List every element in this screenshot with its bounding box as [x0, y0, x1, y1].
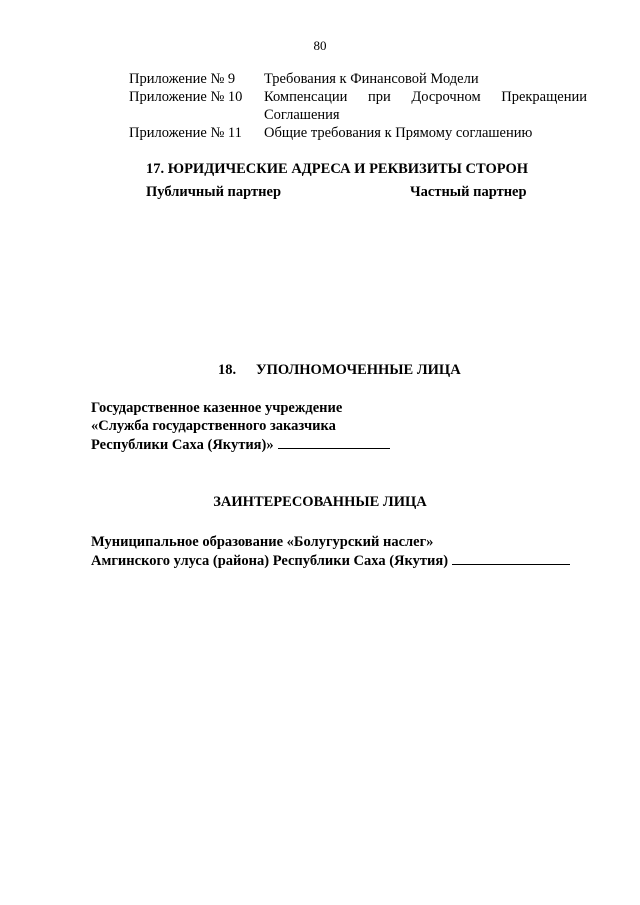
appendix-title: Компенсации при Досрочном Прекращении: [264, 89, 587, 105]
appendix-number: Приложение № 9: [129, 71, 236, 87]
signature-line: [452, 551, 570, 565]
appendix-item: [129, 70, 587, 88]
section-18-number: 18.: [218, 362, 237, 378]
authorized-person-line: «Служба государственного заказчика: [91, 418, 336, 434]
interested-party-line: Амгинского улуса (района) Республики Саха (Якутия): [91, 553, 449, 569]
interested-party-line: Муниципальное образование «Болугурский наслег»: [91, 534, 434, 550]
authorized-person-line: Государственное казенное учреждение: [91, 400, 343, 416]
signature-line: [278, 435, 390, 449]
authorized-person-block: [91, 399, 390, 454]
interested-party-block: [91, 533, 570, 570]
public-partner-label: Публичный партнер: [146, 184, 282, 200]
appendix-number: Приложение № 11: [129, 125, 242, 141]
section-17-heading: 17. ЮРИДИЧЕСКИЕ АДРЕСА И РЕКВИЗИТЫ СТОРОН: [146, 161, 529, 177]
appendix-list: [129, 70, 587, 142]
authorized-person-line: Республики Саха (Якутия)»: [91, 437, 274, 453]
page-number: 80: [313, 38, 327, 53]
appendix-title: Требования к Финансовой Модели: [264, 71, 479, 87]
appendix-title-continuation: Соглашения: [264, 107, 340, 123]
appendix-item: [129, 124, 587, 142]
interested-parties-heading: ЗАИНТЕРЕСОВАННЫЕ ЛИЦА: [213, 494, 427, 510]
private-partner-label: Частный партнер: [410, 184, 527, 200]
section-18-title: УПОЛНОМОЧЕННЫЕ ЛИЦА: [256, 362, 461, 378]
section-18-heading: [218, 362, 461, 379]
appendix-number: Приложение № 10: [129, 89, 243, 105]
appendix-title: Общие требования к Прямому соглашению: [264, 125, 533, 141]
appendix-item: [129, 88, 587, 106]
interested-party-line-with-signature: [91, 551, 570, 570]
authorized-person-line-with-signature: [91, 435, 390, 454]
